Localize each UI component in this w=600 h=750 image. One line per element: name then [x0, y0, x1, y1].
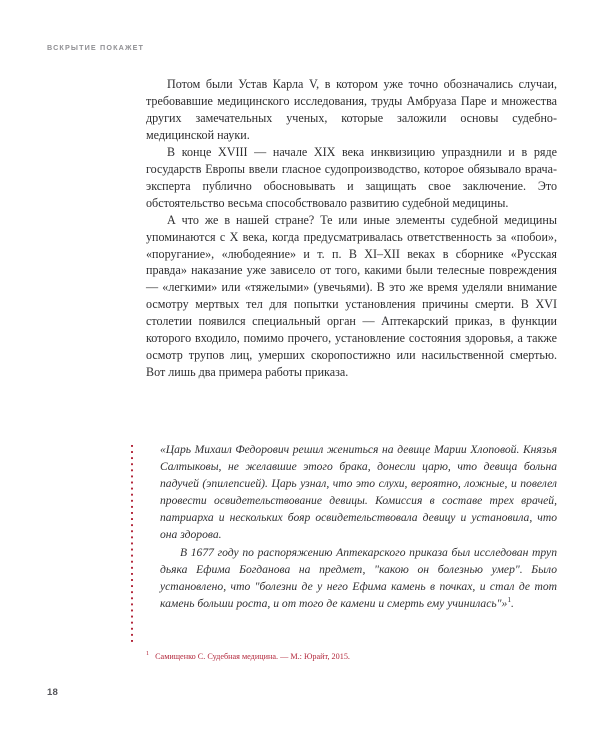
footnote-number: 1 — [146, 650, 150, 658]
dotted-rule-decoration — [131, 445, 133, 644]
quote-paragraph: В 1677 году по распоряжению Аптекарского приказа был исследован труп дьяка Ефима Богданова на предмет, "какою он болезнью умер". Было установлено, что "болезни де у него Ефима камень в почках, и стал де тот камень больши роста, и от того де камени и смерть ему учинилась"»$^1$. — [160, 545, 557, 610]
page-number: 18 — [47, 687, 59, 698]
footnote-reference-marker: 1 — [507, 594, 512, 604]
body-text-column — [146, 76, 557, 381]
quote-paragraph: «Царь Михаил Федорович решил жениться на девице Марии Хлоповой. Князья Салтыковы, не желавшие этого брака, донесли царю, что девица больна падучей (эпилепсией). Царь узнал, что это слухи, вероятно, ложные, и повелел провести освидетельствование девицы. Комиссия в составе трех врачей, патриарха и нескольких бояр освидетельствовала девицу и установила, что она здорова. — [160, 443, 557, 542]
running-head: ВСКРЫТИЕ ПОКАЖЕТ — [47, 43, 145, 52]
footnote-text: Самищенко С. Судебная медицина. — М.: Юрайт, 2015. — [155, 652, 350, 661]
body-paragraph: Потом были Устав Карла V, в котором уже точно обозначались случаи, требовавшие медицинского исследования, труды Амбруаза Паре и множества других замечательных ученых, которые заложили основы судебно-медицинской науки. — [146, 77, 557, 142]
body-paragraph: А что же в нашей стране? Те или иные элементы судебной медицины упоминаются с X века, когда предусматривалась ответственность за «побои», «поругание», «любодеяние» и т. п. В XI–XII веках в сборнике «Русская правда» наказание уже зависело от того, какими были телесные повреждения — «легкими» или «тяжелыми» (увечьями). В это же время уделяли внимание осмотру мертвых тел для попытки установления причины смерти. В XVI столетии появился специальный орган — Аптекарский приказ, в функции которого входило, помимо прочего, установление состояния здоровья, а также осмотр трупов лиц, умерших скоропостижно или насильственной смертью. Вот лишь два примера работы приказа. — [146, 212, 557, 380]
quote-paragraph-text: В 1677 году по распоряжению Аптекарского приказа был исследован труп дьяка Ефима Богданова на предмет, "какою он болезнью умер". Было установлено, что "болезни де у него Ефима камень в почках, и стал де тот камень больши роста, и от того де камени и смерть ему учинилась"» — [160, 545, 557, 610]
body-paragraph: В конце XVIII — начале XIX века инквизицию упразднили и в ряде государств Европы ввели гласное судопроизводство, которое обязывало врача-эксперта публично обосновывать и защищать свое заключение. Это обстоятельство весьма способствовало развитию судебной медицины. — [146, 144, 557, 210]
pull-quote — [131, 441, 557, 612]
footnote — [146, 651, 557, 662]
